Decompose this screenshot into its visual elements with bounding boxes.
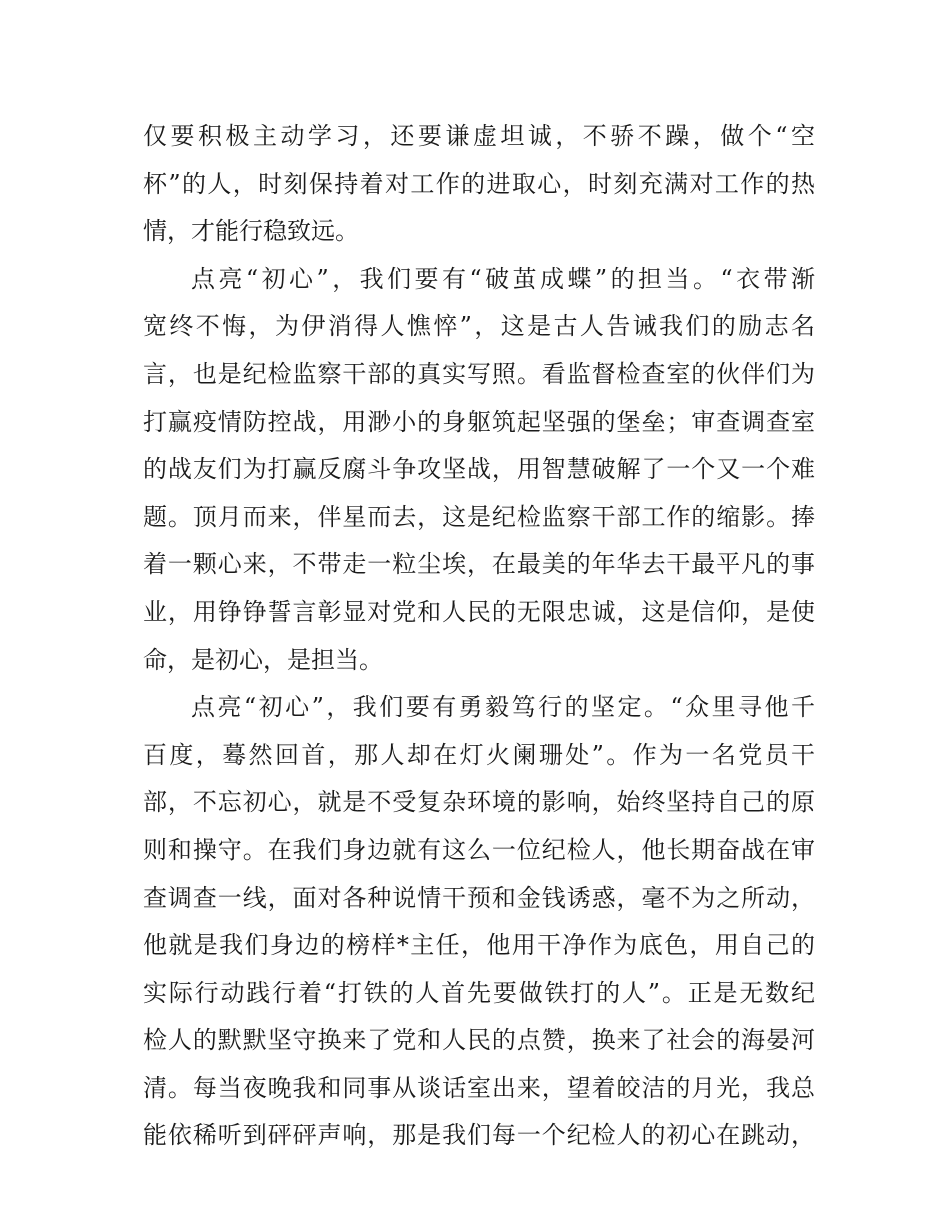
text-line: 实际行动践行着“打铁的人首先要做铁打的人”。正是无数纪 xyxy=(143,978,815,1007)
text-line: 题。顶月而来，伴星而去，这是纪检监察干部工作的缩影。捧 xyxy=(143,502,815,531)
text-line: 情，才能行稳致远。 xyxy=(143,217,359,246)
text-line: 部，不忘初心，就是不受复杂环境的影响，始终坚持自己的原 xyxy=(143,788,815,817)
text-line: 命，是初心，是担当。 xyxy=(143,645,383,674)
text-line: 百度，蓦然回首，那人却在灯火阑珊处”。作为一名党员干 xyxy=(143,740,815,769)
paragraph-3 xyxy=(143,684,815,1160)
text-line: 清。每当夜晚我和同事从谈话室出来，望着皎洁的月光，我总 xyxy=(143,1073,815,1102)
text-line: 的战友们为打赢反腐斗争攻坚战，用智慧破解了一个又一个难 xyxy=(143,455,815,484)
text-line: 能依稀听到砰砰声响，那是我们每一个纪检人的初心在跳动， xyxy=(143,1121,815,1150)
text-line: 打赢疫情防控战，用渺小的身躯筑起坚强的堡垒；审查调查室 xyxy=(143,407,815,436)
text-line: 着一颗心来，不带走一粒尘埃，在最美的年华去干最平凡的事 xyxy=(143,550,815,579)
text-line: 仅要积极主动学习，还要谦虚坦诚，不骄不躁，做个“空 xyxy=(143,122,815,150)
text-line: 点亮“初心”，我们要有“破茧成蝶”的担当。“衣带渐 xyxy=(191,264,815,293)
text-line: 业，用铮铮誓言彰显对党和人民的无限忠诚，这是信仰，是使 xyxy=(143,597,815,626)
text-line: 查调查一线，面对各种说情干预和金钱诱惑，毫不为之所动， xyxy=(143,883,815,912)
paragraph-2 xyxy=(143,256,815,684)
document-body xyxy=(143,113,815,1160)
text-line: 则和操守。在我们身边就有这么一位纪检人，他长期奋战在审 xyxy=(143,835,815,864)
text-line: 宽终不悔，为伊消得人憔悴”，这是古人告诫我们的励志名 xyxy=(143,312,815,341)
text-line: 言，也是纪检监察干部的真实写照。看监督检查室的伙伴们为 xyxy=(143,359,815,388)
text-line: 杯”的人，时刻保持着对工作的进取心，时刻充满对工作的热 xyxy=(143,169,815,198)
text-line: 检人的默默坚守换来了党和人民的点赞，换来了社会的海晏河 xyxy=(143,1026,815,1055)
paragraph-1 xyxy=(143,113,815,256)
text-line: 他就是我们身边的榜样*主任，他用干净作为底色，用自己的 xyxy=(143,931,815,960)
text-line: 点亮“初心”，我们要有勇毅笃行的坚定。“众里寻他千 xyxy=(191,693,815,722)
